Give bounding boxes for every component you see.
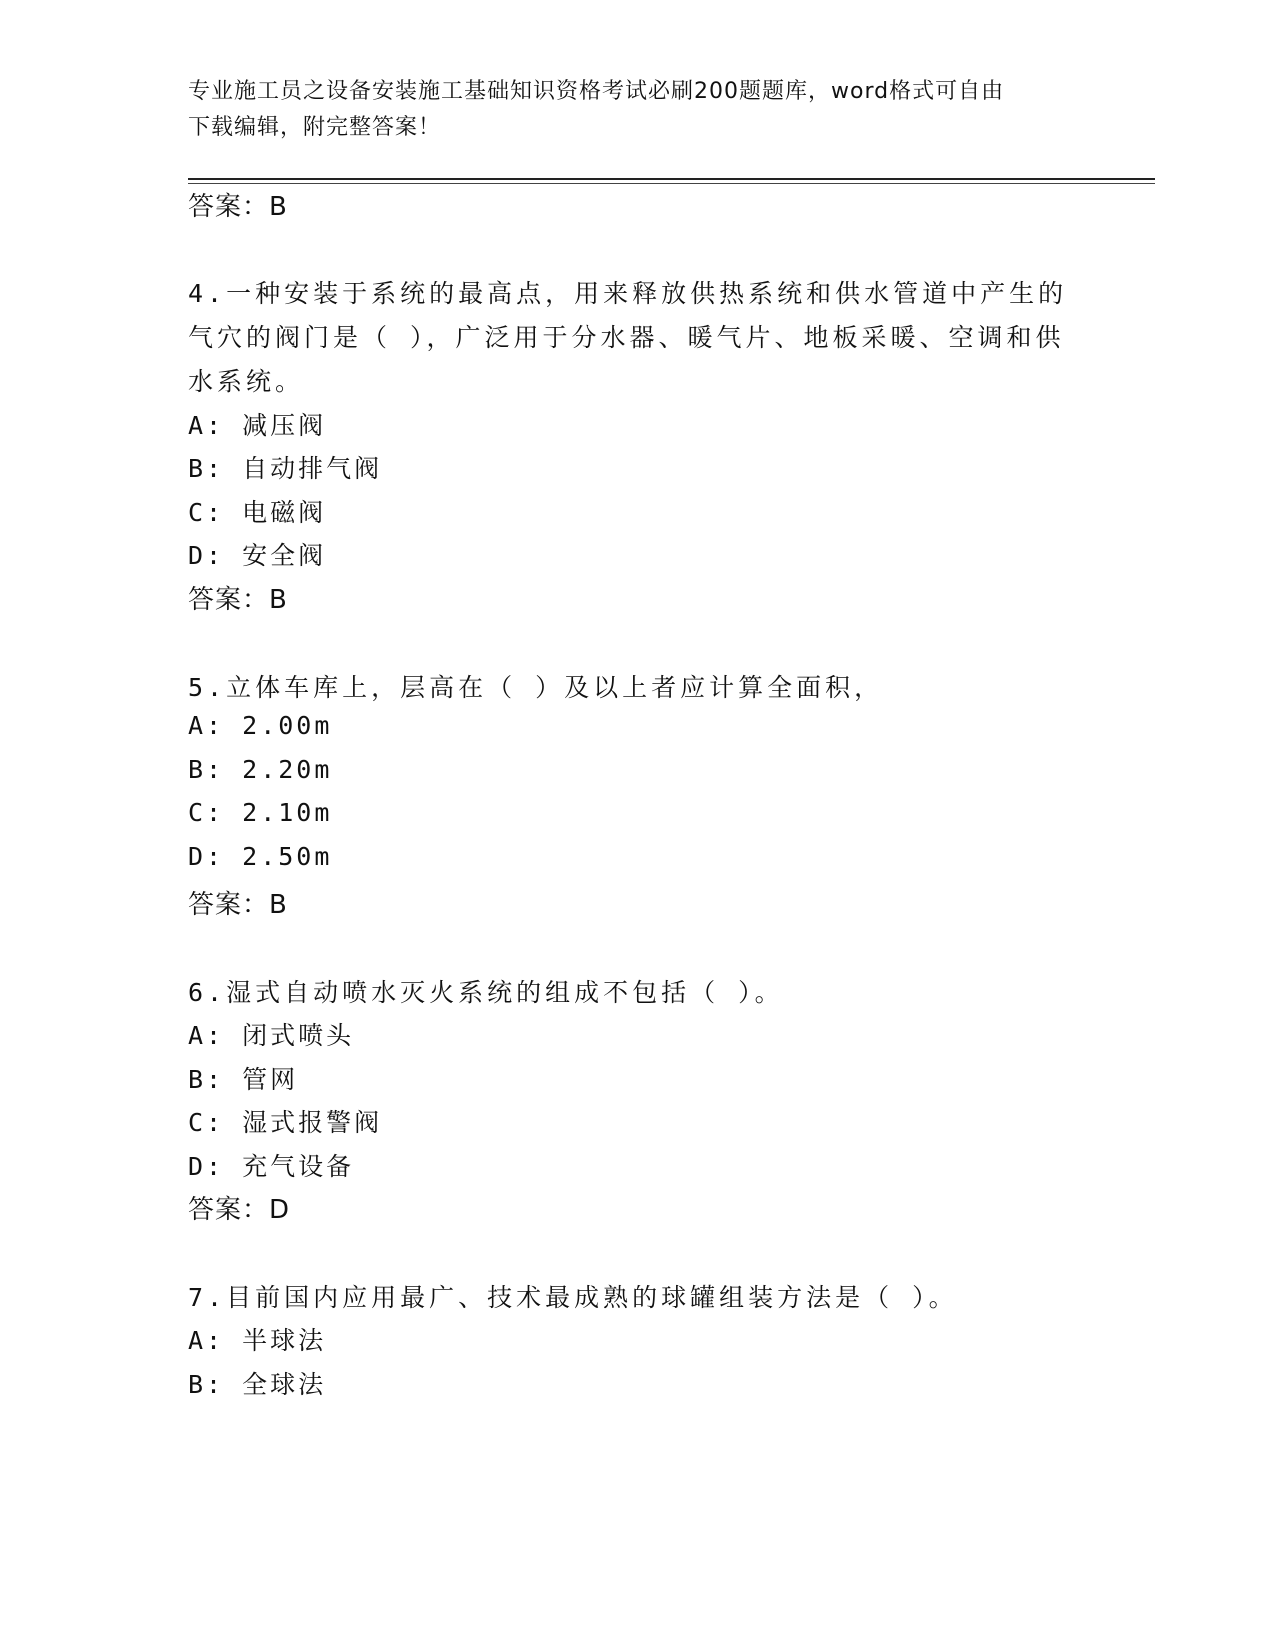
question-5-option-c: C: 2.10m [188,798,333,827]
question-5-option-b: B: 2.20m [188,755,333,784]
question-4-stem-line-2: 气穴的阀门是（ ），广泛用于分水器、暖气片、地板采暖、空调和供 [188,323,1065,352]
question-7-option-a: A: 半球法 [188,1326,327,1355]
header-divider-thin [188,183,1155,184]
document-header [188,74,1088,146]
question-5-option-d: D: 2.50m [188,842,333,871]
header-divider-thick [188,178,1155,180]
question-6-option-b: B: 管网 [188,1065,299,1094]
question-5-stem-line-1: 5.立体车库上，层高在（ ）及以上者应计算全面积， [188,673,884,702]
header-line-1: 专业施工员之设备安装施工基础知识资格考试必刷200题题库，word格式可自由 [188,79,1005,104]
question-4-option-a: A: 减压阀 [188,411,327,440]
header-line-2: 下载编辑，附完整答案！ [188,115,442,140]
question-6-option-a: A: 闭式喷头 [188,1021,355,1050]
question-6-option-d: D: 充气设备 [188,1152,355,1181]
question-5-option-a: A: 2.00m [188,711,333,740]
question-6-stem-line-1: 6.湿式自动喷水灭火系统的组成不包括（ ）。 [188,978,784,1007]
question-4-answer: 答案：B [188,585,288,615]
question-4-option-c: C: 电磁阀 [188,498,327,527]
question-5-answer: 答案：B [188,890,288,920]
question-6-answer: 答案：D [188,1195,291,1225]
question-7-stem-line-1: 7.目前国内应用最广、技术最成熟的球罐组装方法是（ ）。 [188,1283,958,1312]
question-4-option-d: D: 安全阀 [188,541,327,570]
question-7-option-b: B: 全球法 [188,1370,327,1399]
question-4-stem-line-3: 水系统。 [188,367,305,396]
question-4-option-b: B: 自动排气阀 [188,454,383,483]
question-4-stem-line-1: 4.一种安装于系统的最高点，用来释放供热系统和供水管道中产生的 [188,279,1068,308]
answer-line-q3: 答案：B [188,192,288,222]
question-6-option-c: C: 湿式报警阀 [188,1108,383,1137]
